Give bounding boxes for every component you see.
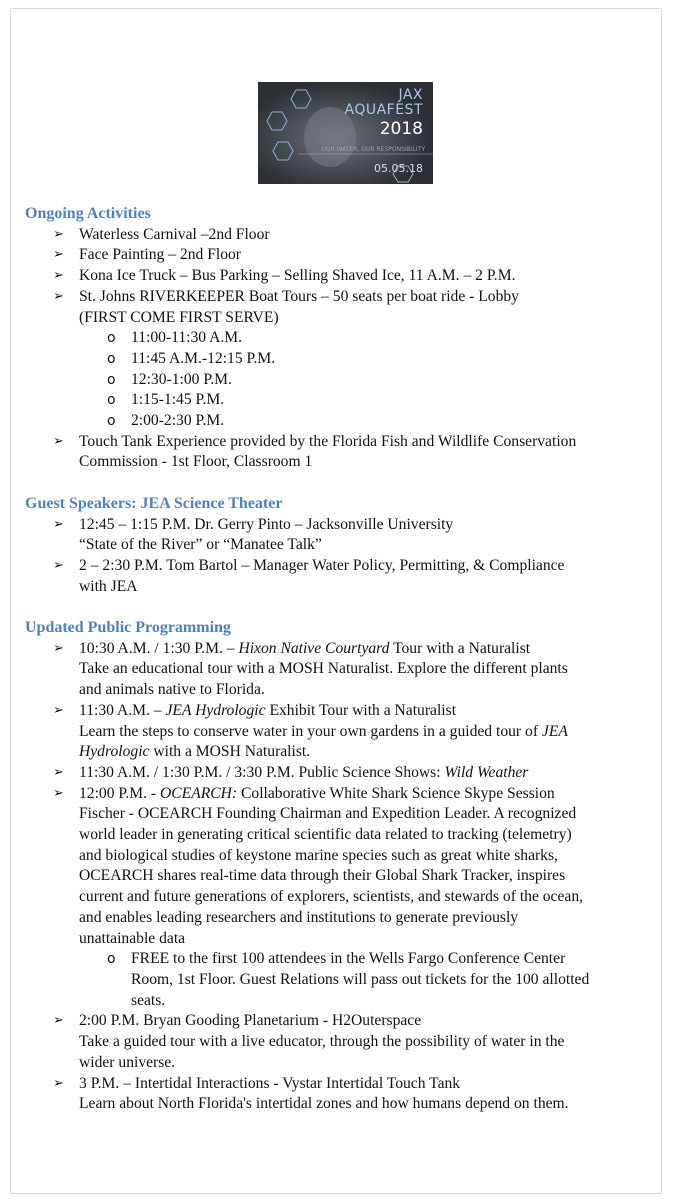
boat-tour-time: o 12:30-1:00 P.M. bbox=[25, 370, 645, 391]
list-item: ➢ 12:00 P.M. - OCEARCH: Collaborative White Shark Science Skype Session bbox=[25, 784, 645, 805]
arrow-bullet-icon: ➢ bbox=[53, 1013, 64, 1029]
arrow-bullet-icon: ➢ bbox=[53, 764, 64, 780]
list-item-description: and enables leading researchers and institutions to generate previously bbox=[79, 908, 519, 926]
list-item-continuation: “State of the River” or “Manatee Talk” bbox=[79, 536, 322, 554]
list-item: ➢ Waterless Carnival –2nd Floor bbox=[25, 225, 645, 246]
list-item-continuation: with JEA bbox=[79, 577, 138, 595]
aquafest-banner bbox=[258, 82, 433, 184]
list-item: ➢ St. Johns RIVERKEEPER Boat Tours – 50 seats per boat ride - Lobby bbox=[25, 287, 645, 308]
boat-tour-time: o 11:00-11:30 A.M. bbox=[25, 328, 645, 349]
list-item: ➢ 12:45 – 1:15 P.M. Dr. Gerry Pinto – Jacksonville University bbox=[25, 515, 645, 536]
banner-year: 2018 bbox=[379, 119, 423, 139]
list-item-description: and biological studies of keystone marine species such as great white sharks, bbox=[79, 846, 558, 864]
public-programming-heading: Updated Public Programming bbox=[25, 619, 231, 637]
list-item-description: unattainable data bbox=[79, 929, 186, 947]
list-item: ➢ 2 – 2:30 P.M. Tom Bartol – Manager Water Policy, Permitting, & Compliance bbox=[25, 556, 645, 577]
list-item-description: Take an educational tour with a MOSH Naturalist. Explore the different plants bbox=[79, 660, 568, 678]
banner-title: JAX AQUAFEST bbox=[344, 87, 423, 118]
list-item: ➢ 10:30 A.M. / 1:30 P.M. – Hixon Native Courtyard Tour with a Naturalist bbox=[25, 639, 645, 660]
arrow-bullet-icon: ➢ bbox=[53, 1075, 64, 1091]
circle-bullet-icon: o bbox=[107, 951, 116, 968]
boat-tour-time: o 1:15-1:45 P.M. bbox=[25, 390, 645, 411]
list-item-description: Learn the steps to conserve water in your own gardens in a guided tour of JEA bbox=[79, 722, 568, 740]
list-item-description: wider universe. bbox=[79, 1053, 176, 1071]
arrow-bullet-icon: ➢ bbox=[53, 785, 64, 801]
boat-tour-time: o 2:00-2:30 P.M. bbox=[25, 411, 645, 432]
circle-bullet-icon: o bbox=[107, 350, 116, 367]
ongoing-activities-heading: Ongoing Activities bbox=[25, 205, 151, 222]
sub-item-continuation: Room, 1st Floor. Guest Relations will pass out tickets for the 100 allotted bbox=[131, 970, 590, 988]
boat-tour-time: o 11:45 A.M.-12:15 P.M. bbox=[25, 349, 645, 370]
banner-date: 05.05.18 bbox=[374, 162, 423, 175]
arrow-bullet-icon: ➢ bbox=[53, 702, 64, 718]
list-item: ➢ Kona Ice Truck – Bus Parking – Selling Shaved Ice, 11 A.M. – 2 P.M. bbox=[25, 266, 645, 287]
guest-speakers-heading: Guest Speakers: JEA Science Theater bbox=[25, 494, 283, 512]
arrow-bullet-icon: ➢ bbox=[53, 516, 64, 532]
arrow-bullet-icon: ➢ bbox=[53, 433, 64, 449]
arrow-bullet-icon: ➢ bbox=[53, 288, 64, 304]
arrow-bullet-icon: ➢ bbox=[53, 247, 64, 263]
list-item-continuation: Commission - 1st Floor, Classroom 1 bbox=[79, 453, 313, 471]
circle-bullet-icon: o bbox=[107, 371, 116, 388]
list-item-description: and animals native to Florida. bbox=[79, 681, 265, 699]
list-item-description: Take a guided tour with a live educator, through the possibility of water in the bbox=[79, 1033, 565, 1051]
list-item-description: OCEARCH shares real-time data through their Global Shark Tracker, inspires bbox=[79, 867, 566, 885]
list-item-description: Fischer - OCEARCH Founding Chairman and Expedition Leader. A recognized bbox=[79, 805, 577, 823]
list-item: ➢ Face Painting – 2nd Floor bbox=[25, 245, 645, 266]
arrow-bullet-icon: ➢ bbox=[53, 226, 64, 242]
arrow-bullet-icon: ➢ bbox=[53, 268, 64, 284]
circle-bullet-icon: o bbox=[107, 330, 116, 347]
list-item-description: world leader in generating critical scientific data related to tracking (telemetry) bbox=[79, 826, 572, 844]
list-item: ➢ 2:00 P.M. Bryan Gooding Planetarium - H2Outerspace bbox=[25, 1011, 645, 1032]
list-item: ➢ 11:30 A.M. / 1:30 P.M. / 3:30 P.M. Public Science Shows: Wild Weather bbox=[25, 763, 645, 784]
list-item: ➢ 3 P.M. – Intertidal Interactions - Vystar Intertidal Touch Tank bbox=[25, 1074, 645, 1095]
arrow-bullet-icon: ➢ bbox=[53, 557, 64, 573]
sub-item: o FREE to the first 100 attendees in the Wells Fargo Conference Center bbox=[25, 949, 645, 970]
list-item: ➢ Touch Tank Experience provided by the Florida Fish and Wildlife Conservation bbox=[25, 432, 645, 453]
document-body bbox=[25, 204, 645, 1115]
sub-item-continuation: seats. bbox=[131, 991, 166, 1009]
banner-tagline: OUR WATER, OUR RESPONSIBILITY bbox=[321, 146, 425, 153]
list-item-continuation: (FIRST COME FIRST SERVE) bbox=[79, 308, 279, 326]
circle-bullet-icon: o bbox=[107, 413, 116, 430]
arrow-bullet-icon: ➢ bbox=[53, 640, 64, 656]
circle-bullet-icon: o bbox=[107, 392, 116, 409]
list-item-description: Hydrologic with a MOSH Naturalist. bbox=[79, 743, 311, 761]
list-item: ➢ 11:30 A.M. – JEA Hydrologic Exhibit Tour with a Naturalist bbox=[25, 701, 645, 722]
list-item-description: Learn about North Florida's intertidal zones and how humans depend on them. bbox=[79, 1095, 569, 1113]
list-item-description: current and future generations of explorers, scientists, and stewards of the ocean, bbox=[79, 888, 584, 906]
